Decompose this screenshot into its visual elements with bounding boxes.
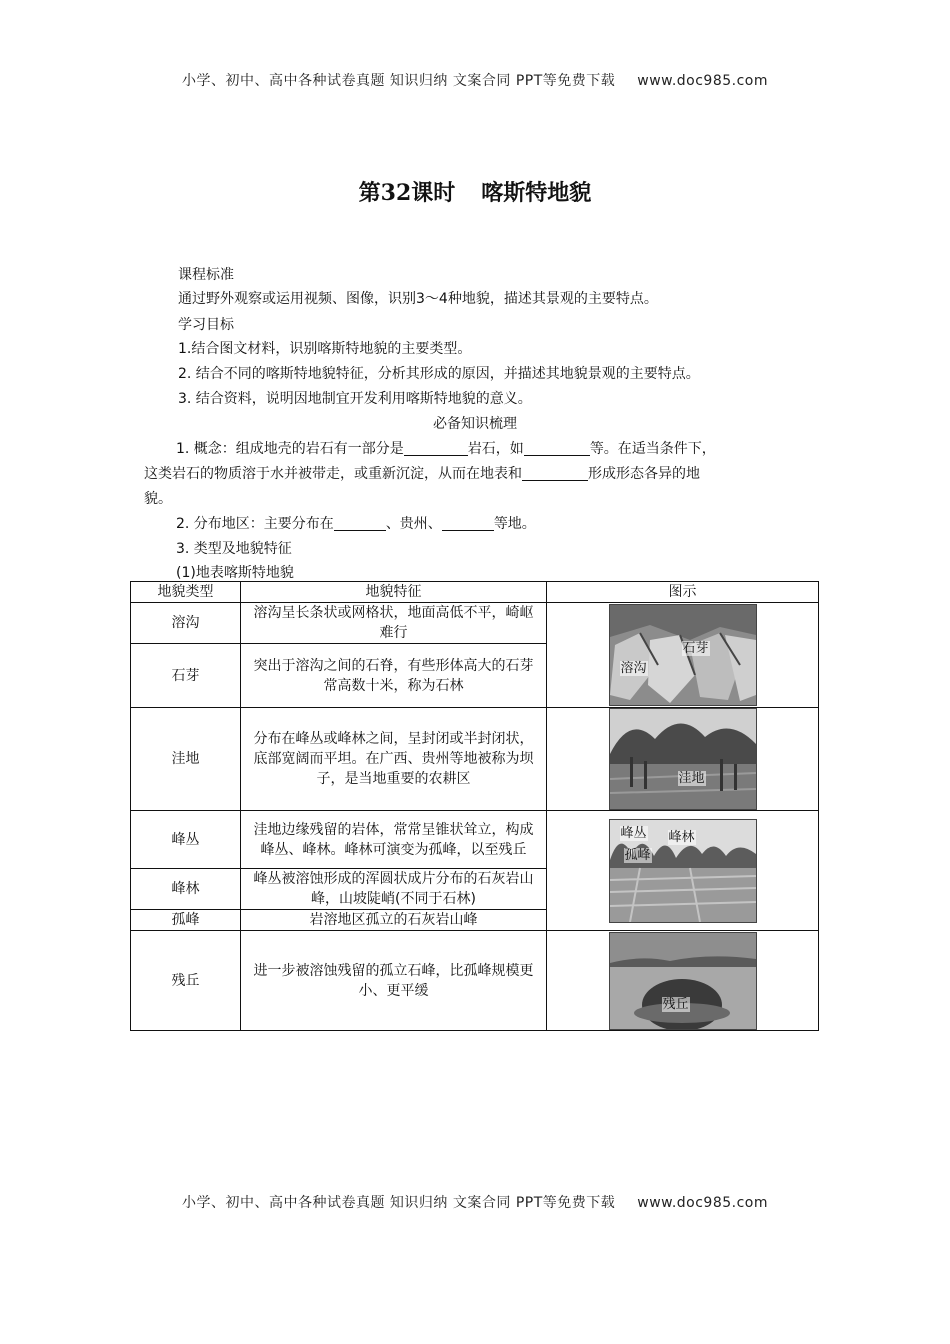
table-row (131, 708, 819, 811)
blank-region-2[interactable] (442, 516, 494, 531)
lesson-number: 第32课时 (358, 180, 456, 206)
image-cell-2 (547, 708, 819, 811)
section-title: 必备知识梳理 (433, 416, 517, 432)
blank-rock-example[interactable] (524, 441, 590, 456)
standard-heading: 课程标准 (178, 267, 234, 283)
footer-url[interactable]: www.doc985.com (637, 1195, 769, 1211)
concept-line-2 (144, 463, 700, 483)
goals-heading: 学习目标 (178, 317, 234, 333)
label-shiya: 石芽 (682, 641, 709, 656)
label-fenglin: 峰林 (668, 829, 695, 845)
concept-text-e: 形成形态各异的地 (588, 466, 700, 482)
distribution-line (176, 513, 536, 533)
type-cell: 洼地 (131, 708, 241, 811)
label-canqiu: 残丘 (662, 996, 689, 1012)
goal-item-1: 1.结合图文材料，识别喀斯特地貌的主要类型。 (178, 341, 472, 357)
header-text: 小学、初中、高中各种试卷真题 知识归纳 文案合同 PPT等免费下载 (181, 73, 616, 89)
col-header-image: 图示 (547, 582, 819, 603)
types-heading: 3. 类型及地貌特征 (176, 541, 292, 557)
concept-text-a: 1. 概念：组成地壳的岩石有一部分是 (176, 441, 404, 457)
type-cell: 孤峰 (131, 910, 241, 931)
type-cell: 峰丛 (131, 811, 241, 869)
page-header (0, 70, 950, 90)
table-row (131, 931, 819, 1031)
distribution-text-b: 、贵州、 (385, 516, 442, 532)
col-header-type: 地貌类型 (131, 582, 241, 603)
image-cell-4 (547, 931, 819, 1031)
image-cell-1 (547, 603, 819, 708)
goal-item-2: 2. 结合不同的喀斯特地貌特征，分析其形成的原因，并描述其地貌景观的主要特点。 (178, 366, 700, 382)
footer-text: 小学、初中、高中各种试卷真题 知识归纳 文案合同 PPT等免费下载 (181, 1195, 616, 1211)
distribution-text-a: 2. 分布地区：主要分布在 (176, 516, 334, 532)
blank-rock-type[interactable] (404, 441, 468, 456)
lesson-topic: 喀斯特地貌 (481, 180, 592, 206)
label-gufeng: 孤峰 (624, 847, 651, 863)
concept-text-b: 岩石，如 (467, 441, 524, 457)
feature-cell: 峰丛被溶蚀形成的浑圆状成片分布的石灰岩山峰，山坡陡峭(不同于石林) (241, 869, 547, 910)
feature-cell: 进一步被溶蚀残留的孤立石峰，比孤峰规模更小、更平缓 (241, 931, 547, 1031)
standard-text: 通过野外观察或运用视频、图像，识别3～4种地貌，描述其景观的主要特点。 (178, 291, 658, 307)
type-cell: 峰林 (131, 869, 241, 910)
feature-cell: 分布在峰丛或峰林之间，呈封闭或半封闭状，底部宽阔而平坦。在广西、贵州等地被称为坝子，是当地重要的农耕区 (241, 708, 547, 811)
table-row (131, 603, 819, 644)
concept-text-c: 等。在适当条件下， (589, 441, 716, 457)
type-cell: 石芽 (131, 644, 241, 708)
page-footer (0, 1192, 950, 1212)
feature-cell: 溶沟呈长条状或网格状，地面高低不平，崎岖难行 (241, 603, 547, 644)
type-cell: 溶沟 (131, 603, 241, 644)
col-header-feature: 地貌特征 (241, 582, 547, 603)
table-row (131, 811, 819, 869)
feature-cell: 岩溶地区孤立的石灰岩山峰 (241, 910, 547, 931)
karren-photo (609, 604, 757, 706)
page-title (0, 176, 950, 207)
image-cell-3 (547, 811, 819, 931)
blank-region-1[interactable] (334, 516, 386, 531)
label-wadi: 洼地 (678, 771, 705, 786)
label-fengcong: 峰丛 (620, 825, 647, 841)
distribution-text-c: 等地。 (493, 516, 536, 532)
type-cell: 残丘 (131, 931, 241, 1031)
peak-cluster-photo (609, 819, 757, 923)
goal-item-3: 3. 结合资料，说明因地制宜开发利用喀斯特地貌的意义。 (178, 391, 532, 407)
concept-text-d: 这类岩石的物质溶于水并被带走，或重新沉淀，从而在地表和 (144, 466, 522, 482)
table-header-row (131, 582, 819, 603)
depression-photo (609, 708, 757, 810)
label-rongou: 溶沟 (620, 661, 647, 676)
surface-heading: (1)地表喀斯特地貌 (176, 565, 294, 581)
concept-line-1 (176, 438, 716, 458)
feature-cell: 突出于溶沟之间的石脊，有些形体高大的石芽常高数十米，称为石林 (241, 644, 547, 708)
header-url[interactable]: www.doc985.com (637, 73, 769, 89)
concept-line-3: 貌。 (144, 491, 172, 507)
feature-cell: 洼地边缘残留的岩体，常常呈锥状耸立，构成峰丛、峰林。峰林可演变为孤峰，以至残丘 (241, 811, 547, 869)
residual-hill-photo (609, 932, 757, 1030)
karst-landform-table (130, 581, 819, 1031)
blank-location[interactable] (522, 466, 588, 481)
